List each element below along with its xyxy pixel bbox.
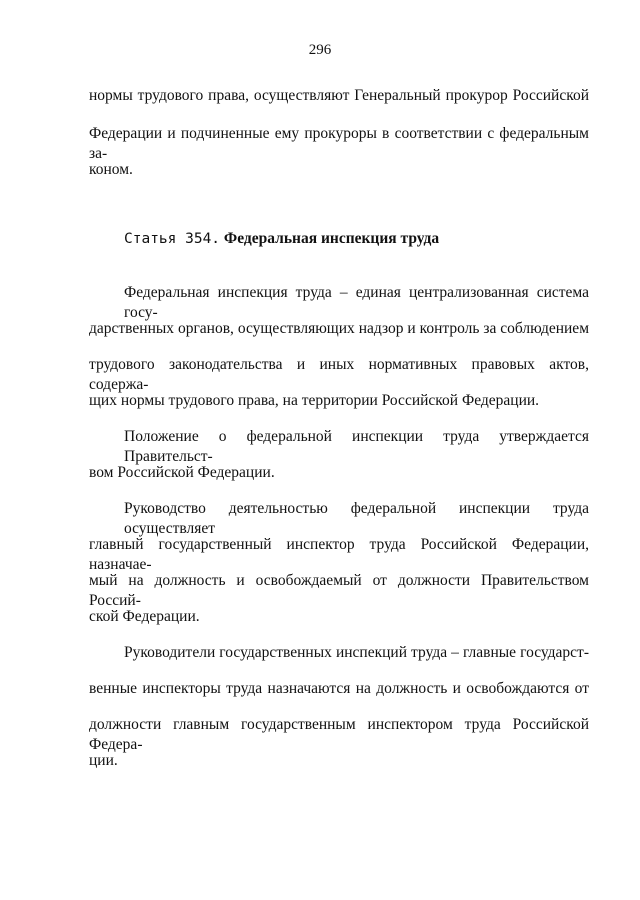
paragraph-3-line-2: главный государственный инспектор труда Российской Федерации, назначае- (89, 536, 589, 573)
intro-line-2: Федерации и подчиненные ему прокуроры в соответствии с федеральным за- (89, 125, 589, 162)
page-number: 296 (308, 42, 332, 58)
paragraph-2-line-2: вом Российской Федерации. (89, 464, 275, 481)
paragraph-1-line-3: трудового законодательства и иных нормативных правовых актов, содержа- (89, 356, 589, 393)
paragraph-3-line-4: ской Федерации. (89, 608, 200, 625)
intro-line-3: коном. (89, 161, 133, 178)
paragraph-2-line-1: Положение о федеральной инспекции труда утверждается Правительст- (124, 428, 589, 465)
paragraph-1-line-2: дарственных органов, осуществляющих надзор и контроль за соблюдением (89, 320, 589, 337)
paragraph-4-line-3: должности главным государственным инспектором труда Российской Федера- (89, 716, 589, 753)
article-title: Федеральная инспекция труда (223, 230, 440, 247)
paragraph-3-line-3: мый на должность и освобождаемый от должности Правительством Россий- (89, 572, 589, 609)
article-heading (124, 229, 439, 249)
paragraph-4-line-4: ции. (89, 752, 118, 769)
intro-line-1: нормы трудового права, осуществляют Генеральный прокурор Российской (89, 87, 589, 104)
paragraph-4-line-1: Руководители государственных инспекций труда – главные государст- (124, 644, 589, 661)
paragraph-1-line-1: Федеральная инспекция труда – единая централизованная система госу- (124, 284, 589, 321)
paragraph-1-line-4: щих нормы трудового права, на территории Российской Федерации. (89, 392, 540, 409)
paragraph-3-line-1: Руководство деятельностью федеральной инспекции труда осуществляет (124, 500, 589, 537)
article-label: Статья 354. (124, 231, 221, 247)
paragraph-4-line-2: венные инспекторы труда назначаются на должность и освобождаются от (89, 680, 589, 697)
